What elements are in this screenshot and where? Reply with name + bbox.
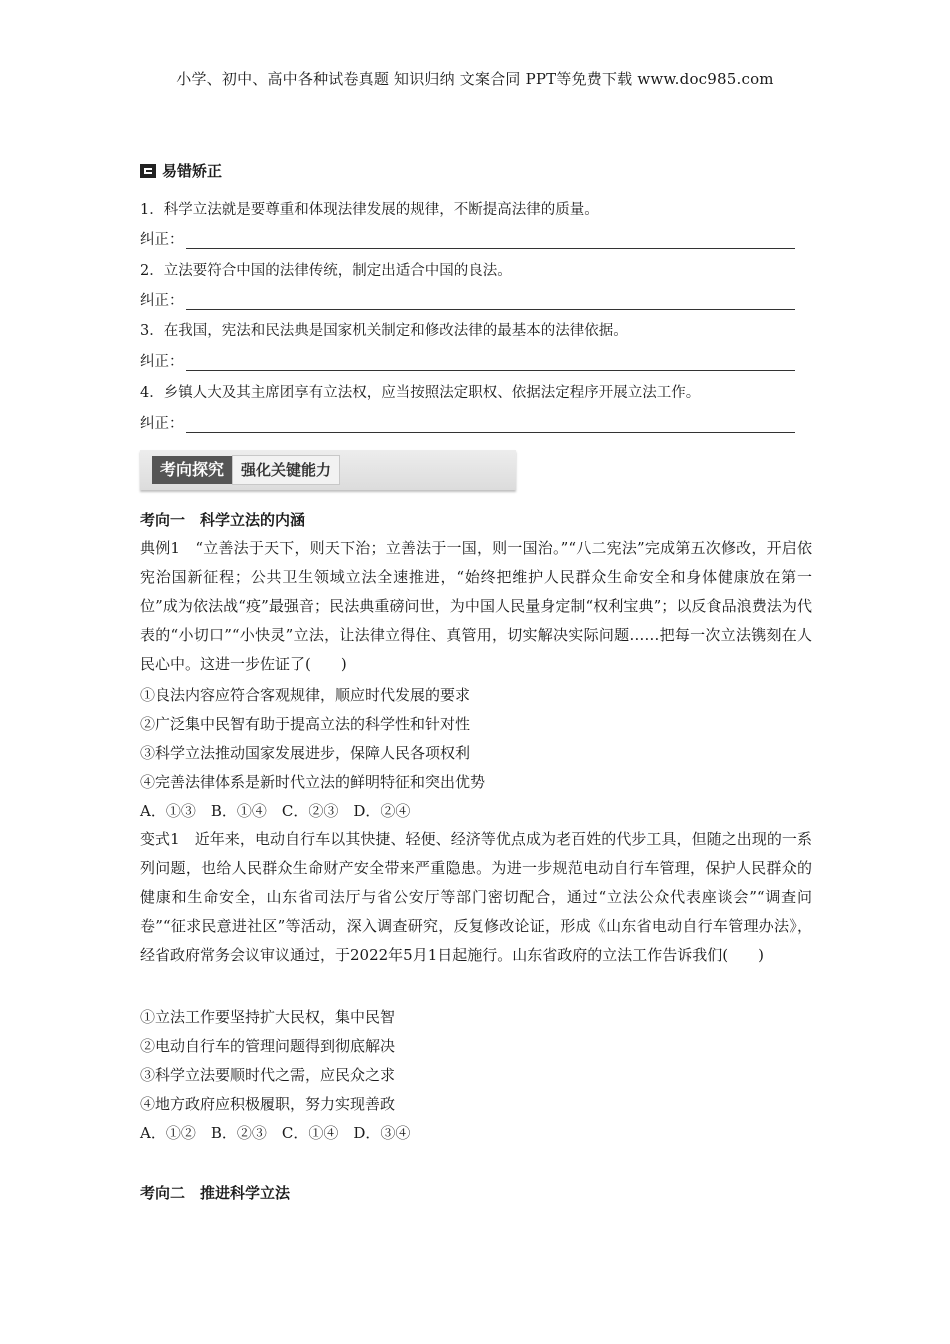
example-statement-4: ④完善法律体系是新时代立法的鲜明特征和突出优势: [140, 773, 486, 791]
variant-statement-3: ③科学立法要顺时代之需，应民众之求: [140, 1066, 396, 1084]
direction2-heading: 考向二 推进科学立法: [140, 1184, 291, 1202]
example-choices: A．①③ B．①④ C．②③ D．②④: [140, 802, 411, 820]
fix-label: 纠正：: [140, 293, 184, 309]
example-statement-2: ②广泛集中民智有助于提高立法的科学性和针对性: [140, 715, 471, 733]
variant-statement-2: ②电动自行车的管理问题得到彻底解决: [140, 1037, 396, 1055]
fix-label: 纠正：: [140, 354, 184, 370]
error-item-2: 2．立法要符合中国的法律传统，制定出适合中国的良法。: [140, 263, 512, 279]
fix-line-1[interactable]: [140, 228, 795, 249]
fix-blank[interactable]: [186, 418, 796, 433]
section-banner: [140, 450, 516, 490]
error-correction-title-text: 易错矫正: [162, 162, 223, 180]
page-header: 小学、初中、高中各种试卷真题 知识归纳 文案合同 PPT等免费下载 www.doc985.com: [176, 70, 774, 88]
error-item-1: 1．科学立法就是要尊重和体现法律发展的规律，不断提高法律的质量。: [140, 202, 599, 218]
fix-line-4[interactable]: [140, 412, 795, 433]
fix-label: 纠正：: [140, 232, 184, 248]
fix-label: 纠正：: [140, 416, 184, 432]
variant-choices: A．①② B．②③ C．①④ D．③④: [140, 1124, 411, 1142]
error-item-3: 3．在我国，宪法和民法典是国家机关制定和修改法律的最基本的法律依据。: [140, 323, 628, 339]
variant-statement-4: ④地方政府应积极履职，努力实现善政: [140, 1095, 396, 1113]
banner-right: 强化关键能力: [232, 455, 340, 485]
banner-left: 考向探究: [152, 456, 232, 484]
section-icon: [140, 164, 156, 178]
fix-line-3[interactable]: [140, 350, 795, 371]
direction1-heading: 考向一 科学立法的内涵: [140, 511, 306, 529]
example-question: 典例1 “立善法于天下，则天下治；立善法于一国，则一国治。”“八二宪法”完成第五次修改，开启依宪治国新征程；公共卫生领域立法全速推进，“始终把维护人民群众生命安全和身体健康放在第一位”成为依法战“疫”最强音；民法典重磅问世，为中国人民量身定制“权利宝典”；以反食品浪费法为代表的“小切口”“小快灵”立法，让法律立得住、真管用，切实解决实际问题……把每一次立法镌刻在人民心中。这进一步佐证了( ): [140, 539, 812, 673]
fix-blank[interactable]: [186, 295, 796, 310]
example-statement-1: ①良法内容应符合客观规律，顺应时代发展的要求: [140, 686, 471, 704]
error-item-4: 4．乡镇人大及其主席团享有立法权，应当按照法定职权、依据法定程序开展立法工作。: [140, 385, 701, 401]
error-correction-title: [140, 160, 222, 181]
variant-statement-1: ①立法工作要坚持扩大民权，集中民智: [140, 1008, 396, 1026]
example-statement-3: ③科学立法推动国家发展进步，保障人民各项权利: [140, 744, 471, 762]
fix-blank[interactable]: [186, 356, 796, 371]
fix-blank[interactable]: [186, 234, 796, 249]
fix-line-2[interactable]: [140, 289, 795, 310]
variant-question: 变式1 近年来，电动自行车以其快捷、轻便、经济等优点成为老百姓的代步工具，但随之出现的一系列问题，也给人民群众生命财产安全带来严重隐患。为进一步规范电动自行车管理，保护人民群众的健康和生命安全，山东省司法厅与省公安厅等部门密切配合，通过“立法公众代表座谈会”“调查问卷”“征求民意进社区”等活动，深入调查研究，反复修改论证，形成《山东省电动自行车管理办法》，经省政府常务会议审议通过，于2022年5月1日起施行。山东省政府的立法工作告诉我们( ): [140, 830, 812, 964]
